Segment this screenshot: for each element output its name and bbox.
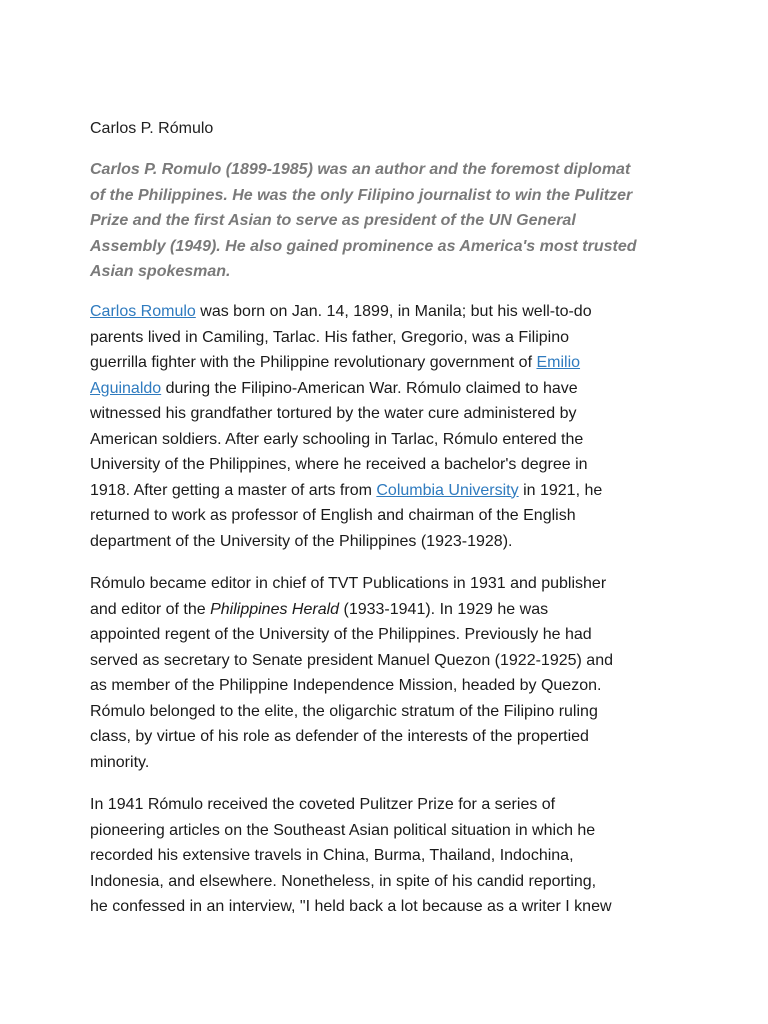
text-segment: in 1921, he: [518, 481, 603, 499]
abstract-line: of the Philippines. He was the only Filipino journalist to win the Pulitzer: [90, 186, 633, 204]
abstract-line: Prize and the first Asian to serve as president of the UN General: [90, 212, 576, 229]
paragraph-line: recorded his extensive travels in China, Burma, Thailand, Indochina,: [90, 847, 574, 864]
paragraph-biography: [90, 299, 602, 554]
paragraph-line: parents lived in Camiling, Tarlac. His father, Gregorio, was a Filipino: [90, 328, 570, 346]
paragraph-line: [90, 350, 602, 376]
paragraph-line: University of the Philippines, where he received a bachelor's degree in: [90, 456, 588, 473]
paragraph-line: served as secretary to Senate president Manuel Quezon (1922-1925) and: [90, 651, 613, 669]
paragraph-line: he confessed in an interview, "I held back a lot because as a writer I knew: [90, 898, 612, 915]
link-emilio-aguinaldo-continued[interactable]: Aguinaldo: [90, 379, 162, 397]
text-segment: guerrilla fighter with the Philippine revolutionary government of: [90, 354, 537, 371]
paragraph-line: [90, 376, 602, 402]
paragraph-line: American soldiers. After early schooling in Tarlac, Rómulo entered the: [90, 430, 584, 448]
paragraph-line: appointed regent of the University of the Philippines. Previously he had: [90, 626, 592, 643]
text-segment: and editor of the: [90, 600, 211, 618]
paragraph-line: [90, 597, 613, 623]
abstract-line: Carlos P. Romulo (1899-1985) was an author and the foremost diplomat: [90, 161, 631, 178]
link-columbia-university[interactable]: Columbia University: [376, 481, 519, 499]
abstract-line: Assembly (1949). He also gained prominence as America's most trusted: [90, 237, 637, 255]
link-carlos-romulo[interactable]: Carlos Romulo: [90, 303, 196, 320]
text-segment: 1918. After getting a master of arts from: [90, 481, 377, 499]
paragraph-career: [90, 571, 613, 775]
text-segment: was born on Jan. 14, 1899, in Manila; but his well-to-do: [195, 303, 592, 320]
link-emilio-aguinaldo[interactable]: Emilio: [536, 354, 581, 371]
paragraph-line: [90, 478, 602, 504]
paragraph-line: pioneering articles on the Southeast Asian political situation in which he: [90, 821, 596, 839]
paragraph-line: class, by virtue of his role as defender of the interests of the propertied: [90, 728, 589, 745]
paragraph-line: [90, 299, 602, 325]
paragraph-line: In 1941 Rómulo received the coveted Pulitzer Prize for a series of: [90, 796, 556, 813]
paragraph-line: department of the University of the Philippines (1923-1928).: [90, 532, 513, 550]
paragraph-line: witnessed his grandfather tortured by the water cure administered by: [90, 405, 577, 422]
paragraph-line: minority.: [90, 753, 150, 771]
paragraph-line: returned to work as professor of English and chairman of the English: [90, 507, 576, 524]
paragraph-pulitzer: [90, 792, 612, 920]
abstract-line: Asian spokesman.: [90, 263, 231, 280]
paragraph-line: Rómulo became editor in chief of TVT Publications in 1931 and publisher: [90, 575, 607, 592]
text-segment: (1933-1941). In 1929 he was: [339, 600, 549, 618]
paragraph-line: Rómulo belonged to the elite, the oligarchic stratum of the Filipino ruling: [90, 702, 598, 720]
publication-title: Philippines Herald: [210, 600, 340, 618]
paragraph-line: as member of the Philippine Independence Mission, headed by Quezon.: [90, 677, 602, 694]
abstract: [90, 157, 637, 285]
paragraph-line: Indonesia, and elsewhere. Nonetheless, in spite of his candid reporting,: [90, 872, 597, 890]
page-title: Carlos P. Rómulo: [90, 120, 214, 137]
text-segment: during the Filipino-American War. Rómulo claimed to have: [161, 379, 578, 397]
